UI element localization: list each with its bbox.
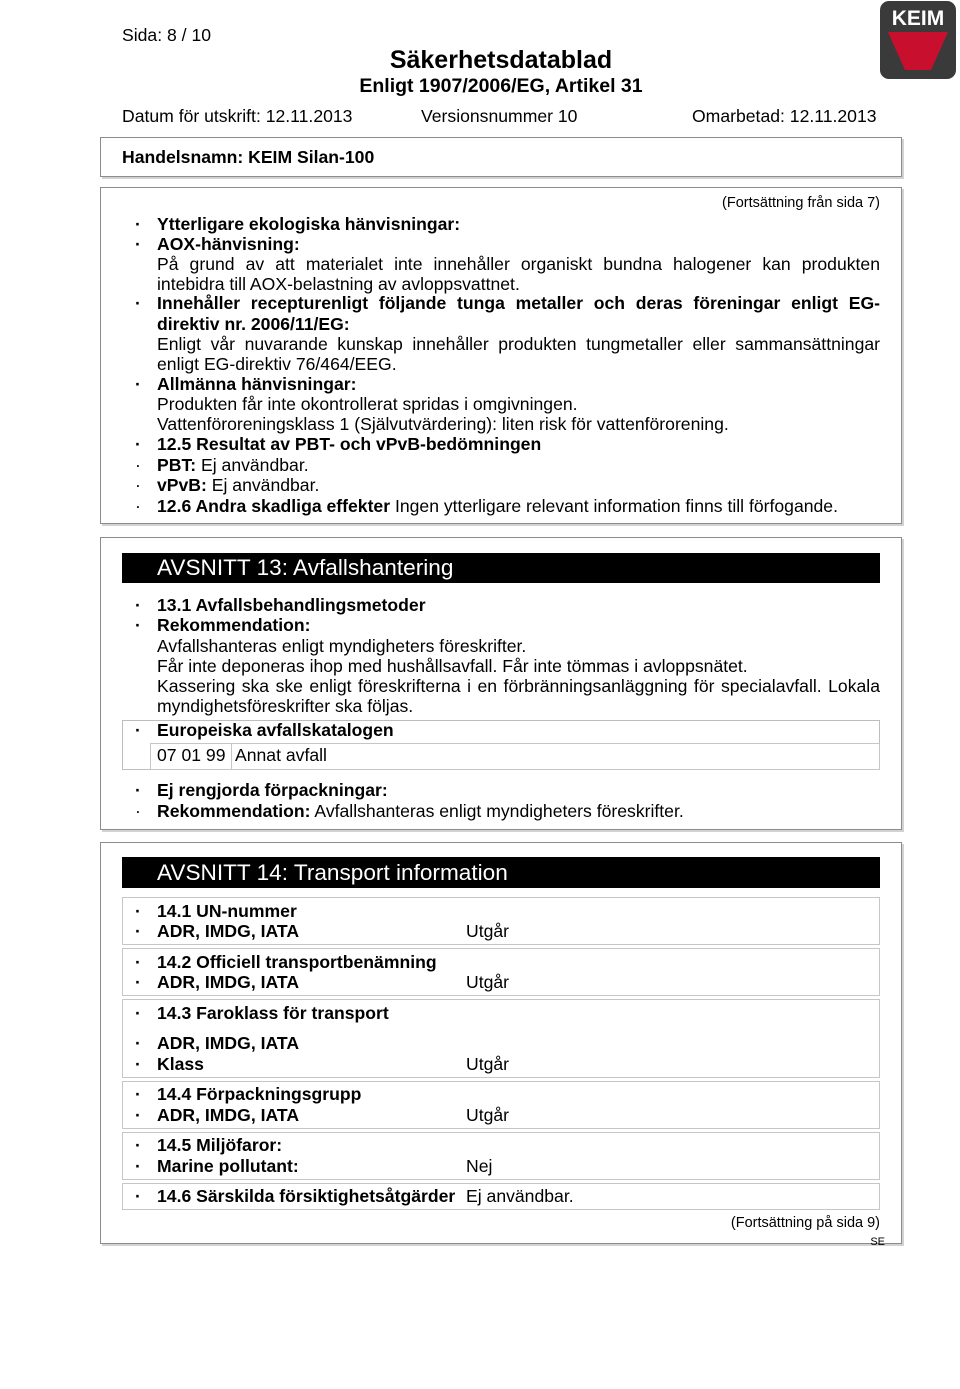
bullet: · <box>135 475 141 495</box>
bullet: · <box>135 234 141 254</box>
print-date: Datum för utskrift: 12.11.2013 <box>122 106 353 126</box>
transport-group-heading <box>135 1186 456 1206</box>
packaging-heading-text: Ej rengjorda förpackningar: <box>157 780 388 800</box>
transport-row-label-text: Marine pollutant: <box>157 1156 299 1176</box>
bullet: · <box>135 1084 141 1104</box>
bullet: · <box>135 1003 141 1023</box>
packaging-recommendation-value: Avfallshanteras enligt myndigheters föreskrifter. <box>314 801 684 821</box>
pbt-value: Ej användbar. <box>201 455 309 475</box>
waste-code: 07 01 99 <box>157 745 226 765</box>
general-text-line: Produkten får inte okontrollerat spridas i omgivningen. <box>157 394 578 414</box>
bullet: · <box>135 615 141 635</box>
general-text-line: Vattenföroreningsklass 1 (Självutvärdering): liten risk för vattenförorening. <box>157 414 729 434</box>
document-subtitle: Enligt 1907/2006/EG, Artikel 31 <box>359 75 643 97</box>
transport-row-label <box>135 972 300 992</box>
bullet: · <box>135 455 141 475</box>
transport-row-value: Utgår <box>466 1105 510 1125</box>
bullet: · <box>135 1054 141 1074</box>
waste-catalog-heading <box>135 720 394 740</box>
assessment-heading <box>135 434 542 454</box>
bullet: · <box>135 921 141 941</box>
bullet: · <box>135 496 141 516</box>
revised-date: Omarbetad: 12.11.2013 <box>692 106 877 126</box>
recommendation-text-line: Får inte deponeras ihop med hushållsavfall. Får inte tömmas i avloppsnätet. <box>157 656 748 676</box>
bullet: · <box>135 374 141 394</box>
bullet: · <box>135 1105 141 1125</box>
bullet: · <box>135 214 141 234</box>
country-code: SE <box>870 1236 885 1248</box>
recommendation-text-line: Avfallshanteras enligt myndigheters föreskrifter. <box>157 636 527 656</box>
transport-group-heading <box>135 901 297 921</box>
bullet: · <box>135 1156 141 1176</box>
document-title: Säkerhetsdatablad <box>389 46 613 74</box>
trade-name: Handelsnamn: KEIM Silan-100 <box>122 147 375 167</box>
bullet: · <box>135 1186 141 1206</box>
recommendation-heading-text: Rekommendation: <box>157 615 311 635</box>
metals-heading-continued: direktiv nr. 2006/11/EG: <box>157 314 350 334</box>
aox-text-line: intebidra till AOX-belastning av avloppsvattnet. <box>157 274 520 294</box>
metals-heading <box>135 293 880 313</box>
section-14-title: AVSNITT 14: Transport information <box>157 860 508 885</box>
packaging-recommendation-line <box>135 801 684 821</box>
metals-text-line: Enligt vår nuvarande kunskap innehåller produkten tungmetaller eller sammansättningar <box>157 334 880 354</box>
vpvb-label: vPvB: <box>157 475 207 495</box>
bullet: · <box>135 293 141 313</box>
recommendation-text-line: Kassering ska ske enligt föreskrifterna i en förbränningsanläggning för specialavfall. Lokala <box>157 676 880 696</box>
aox-text-line: På grund av att materialet inte innehåller organiskt bundna halogener kan produkten <box>157 254 880 274</box>
transport-row-value: Ej användbar. <box>466 1186 574 1206</box>
packaging-recommendation-label: Rekommendation: <box>157 801 311 821</box>
logo-text: KEIM <box>891 7 945 30</box>
general-heading <box>135 374 357 394</box>
waste-description: Annat avfall <box>235 745 327 765</box>
transport-group-heading-text: 14.4 Förpackningsgrupp <box>157 1084 362 1104</box>
transport-row-label-text: ADR, IMDG, IATA <box>157 1033 300 1053</box>
transport-row-value: Utgår <box>466 921 510 941</box>
aox-heading <box>135 234 300 254</box>
methods-heading-text: 13.1 Avfallsbehandlingsmetoder <box>157 595 426 615</box>
methods-heading <box>135 595 426 615</box>
other-effects-value: Ingen ytterligare relevant information finns till förfogande. <box>394 496 838 516</box>
eco-heading <box>135 214 461 234</box>
vpvb-value: Ej användbar. <box>211 475 320 495</box>
metals-heading-text: Innehåller recepturenligt följande tunga metaller och deras föreningar enligt EG- <box>157 293 880 313</box>
metals-text-line: enligt EG-direktiv 76/464/EEG. <box>157 354 397 374</box>
transport-group-heading <box>135 1003 389 1023</box>
bullet: · <box>135 780 141 800</box>
bullet: · <box>135 801 141 821</box>
transport-group-heading-text: 14.1 UN-nummer <box>157 901 297 921</box>
version-number: Versionsnummer 10 <box>421 106 578 126</box>
transport-row-label <box>135 1054 204 1074</box>
transport-row-label-text: ADR, IMDG, IATA <box>157 921 300 941</box>
transport-row-label <box>135 1105 300 1125</box>
waste-catalog-divider <box>231 744 232 769</box>
pbt-line <box>135 455 309 475</box>
transport-row-label <box>135 921 300 941</box>
transport-row-label <box>135 1156 299 1176</box>
recommendation-heading <box>135 615 311 635</box>
assessment-heading-text: 12.5 Resultat av PBT- och vPvB-bedömningen <box>157 434 542 454</box>
bullet: · <box>135 1033 141 1053</box>
aox-heading-text: AOX-hänvisning: <box>157 234 300 254</box>
continued-from-note: (Fortsättning från sida 7) <box>722 195 880 211</box>
other-effects-line <box>135 496 838 516</box>
continued-on-note: (Fortsättning på sida 9) <box>730 1215 880 1231</box>
general-heading-text: Allmänna hänvisningar: <box>157 374 357 394</box>
pbt-label: PBT: <box>157 455 197 475</box>
transport-group-heading-text: 14.6 Särskilda försiktighetsåtgärder <box>157 1186 456 1206</box>
transport-row-label-text: ADR, IMDG, IATA <box>157 1105 300 1125</box>
bullet: · <box>135 720 141 740</box>
keim-logo <box>878 0 958 80</box>
other-effects-label: 12.6 Andra skadliga effekter <box>157 496 391 516</box>
bullet: · <box>135 952 141 972</box>
recommendation-text-line: myndighetsföreskrifter ska följas. <box>157 696 414 716</box>
packaging-heading <box>135 780 388 800</box>
bullet: · <box>135 1135 141 1155</box>
bullet: · <box>135 972 141 992</box>
bullet: · <box>135 434 141 454</box>
section-13-header-bar <box>122 553 880 583</box>
bullet: · <box>135 901 141 921</box>
section-14-header-bar <box>122 857 880 888</box>
transport-group-heading <box>135 952 437 972</box>
waste-catalog-heading-text: Europeiska avfallskatalogen <box>157 720 394 740</box>
transport-row-label-text: Klass <box>157 1054 204 1074</box>
transport-group-heading-text: 14.3 Faroklass för transport <box>157 1003 389 1023</box>
transport-group-heading <box>135 1135 283 1155</box>
transport-group-heading-text: 14.5 Miljöfaror: <box>157 1135 283 1155</box>
vpvb-line <box>135 475 320 495</box>
transport-row-value: Utgår <box>466 972 510 992</box>
transport-row-label-text: ADR, IMDG, IATA <box>157 972 300 992</box>
section-13-title: AVSNITT 13: Avfallshantering <box>157 555 454 580</box>
page-indicator: Sida: 8 / 10 <box>122 25 212 45</box>
transport-row-label <box>135 1033 300 1053</box>
transport-row-value: Utgår <box>466 1054 510 1074</box>
eco-heading-text: Ytterligare ekologiska hänvisningar: <box>157 214 461 234</box>
bullet: · <box>135 595 141 615</box>
transport-row-value: Nej <box>466 1156 493 1176</box>
transport-group-heading-text: 14.2 Officiell transportbenämning <box>157 952 437 972</box>
transport-group-heading <box>135 1084 362 1104</box>
